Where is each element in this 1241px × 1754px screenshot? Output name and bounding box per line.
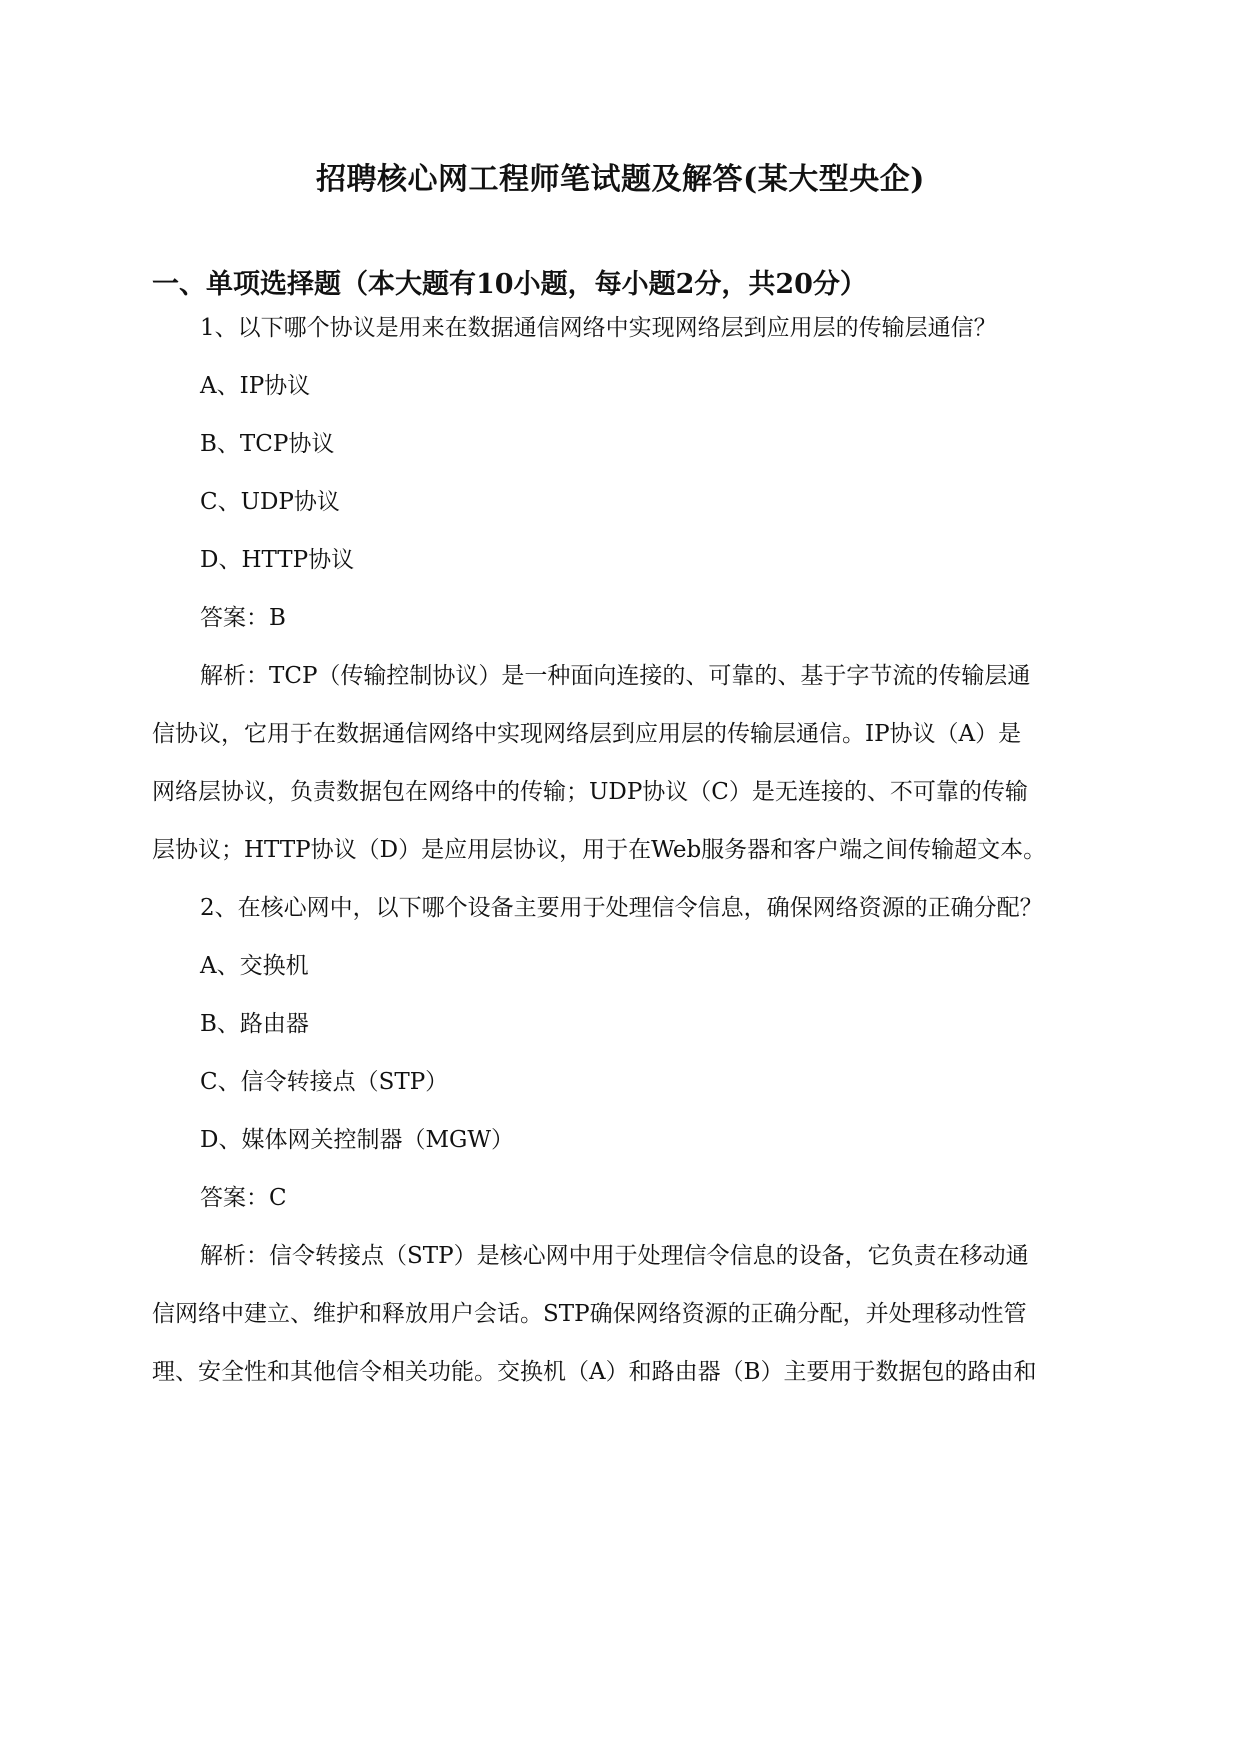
question-2-stem: 2、在核心网中，以下哪个设备主要用于处理信令信息，确保网络资源的正确分配？ bbox=[200, 895, 1043, 921]
question-2-analysis-line-3: 理、安全性和其他信令相关功能。交换机（A）和路由器（B）主要用于数据包的路由和 bbox=[152, 1359, 1037, 1385]
question-2-option-a: A、交换机 bbox=[200, 953, 309, 979]
section-heading: 一、单项选择题（本大题有10小题，每小题2分，共20分） bbox=[152, 269, 867, 300]
question-1-analysis-line-4: 层协议；HTTP协议（D）是应用层协议，用于在Web服务器和客户端之间传输超文本。 bbox=[152, 837, 1047, 863]
question-1-option-a: A、IP协议 bbox=[200, 373, 311, 399]
question-2-analysis-line-1: 解析：信令转接点（STP）是核心网中用于处理信令信息的设备，它负责在移动通 bbox=[200, 1243, 1029, 1269]
question-1-answer: 答案：B bbox=[200, 605, 286, 631]
question-1-stem: 1、以下哪个协议是用来在数据通信网络中实现网络层到应用层的传输层通信？ bbox=[200, 315, 997, 341]
question-1-analysis-line-1: 解析：TCP（传输控制协议）是一种面向连接的、可靠的、基于字节流的传输层通 bbox=[200, 663, 1031, 689]
question-2-option-b: B、路由器 bbox=[200, 1011, 309, 1037]
question-2-analysis-line-2: 信网络中建立、维护和释放用户会话。STP确保网络资源的正确分配，并处理移动性管 bbox=[152, 1301, 1027, 1327]
question-2-option-d: D、媒体网关控制器（MGW） bbox=[200, 1127, 515, 1153]
question-1-option-d: D、HTTP协议 bbox=[200, 547, 355, 573]
document-title: 招聘核心网工程师笔试题及解答(某大型央企) bbox=[316, 162, 925, 197]
question-1-analysis-line-2: 信协议，它用于在数据通信网络中实现网络层到应用层的传输层通信。IP协议（A）是 bbox=[152, 721, 1022, 747]
question-1-option-b: B、TCP协议 bbox=[200, 431, 335, 457]
question-1-analysis-line-3: 网络层协议，负责数据包在网络中的传输；UDP协议（C）是无连接的、不可靠的传输 bbox=[152, 779, 1028, 805]
question-1-option-c: C、UDP协议 bbox=[200, 489, 340, 515]
question-2-answer: 答案：C bbox=[200, 1185, 287, 1211]
question-2-option-c: C、信令转接点（STP） bbox=[200, 1069, 449, 1095]
